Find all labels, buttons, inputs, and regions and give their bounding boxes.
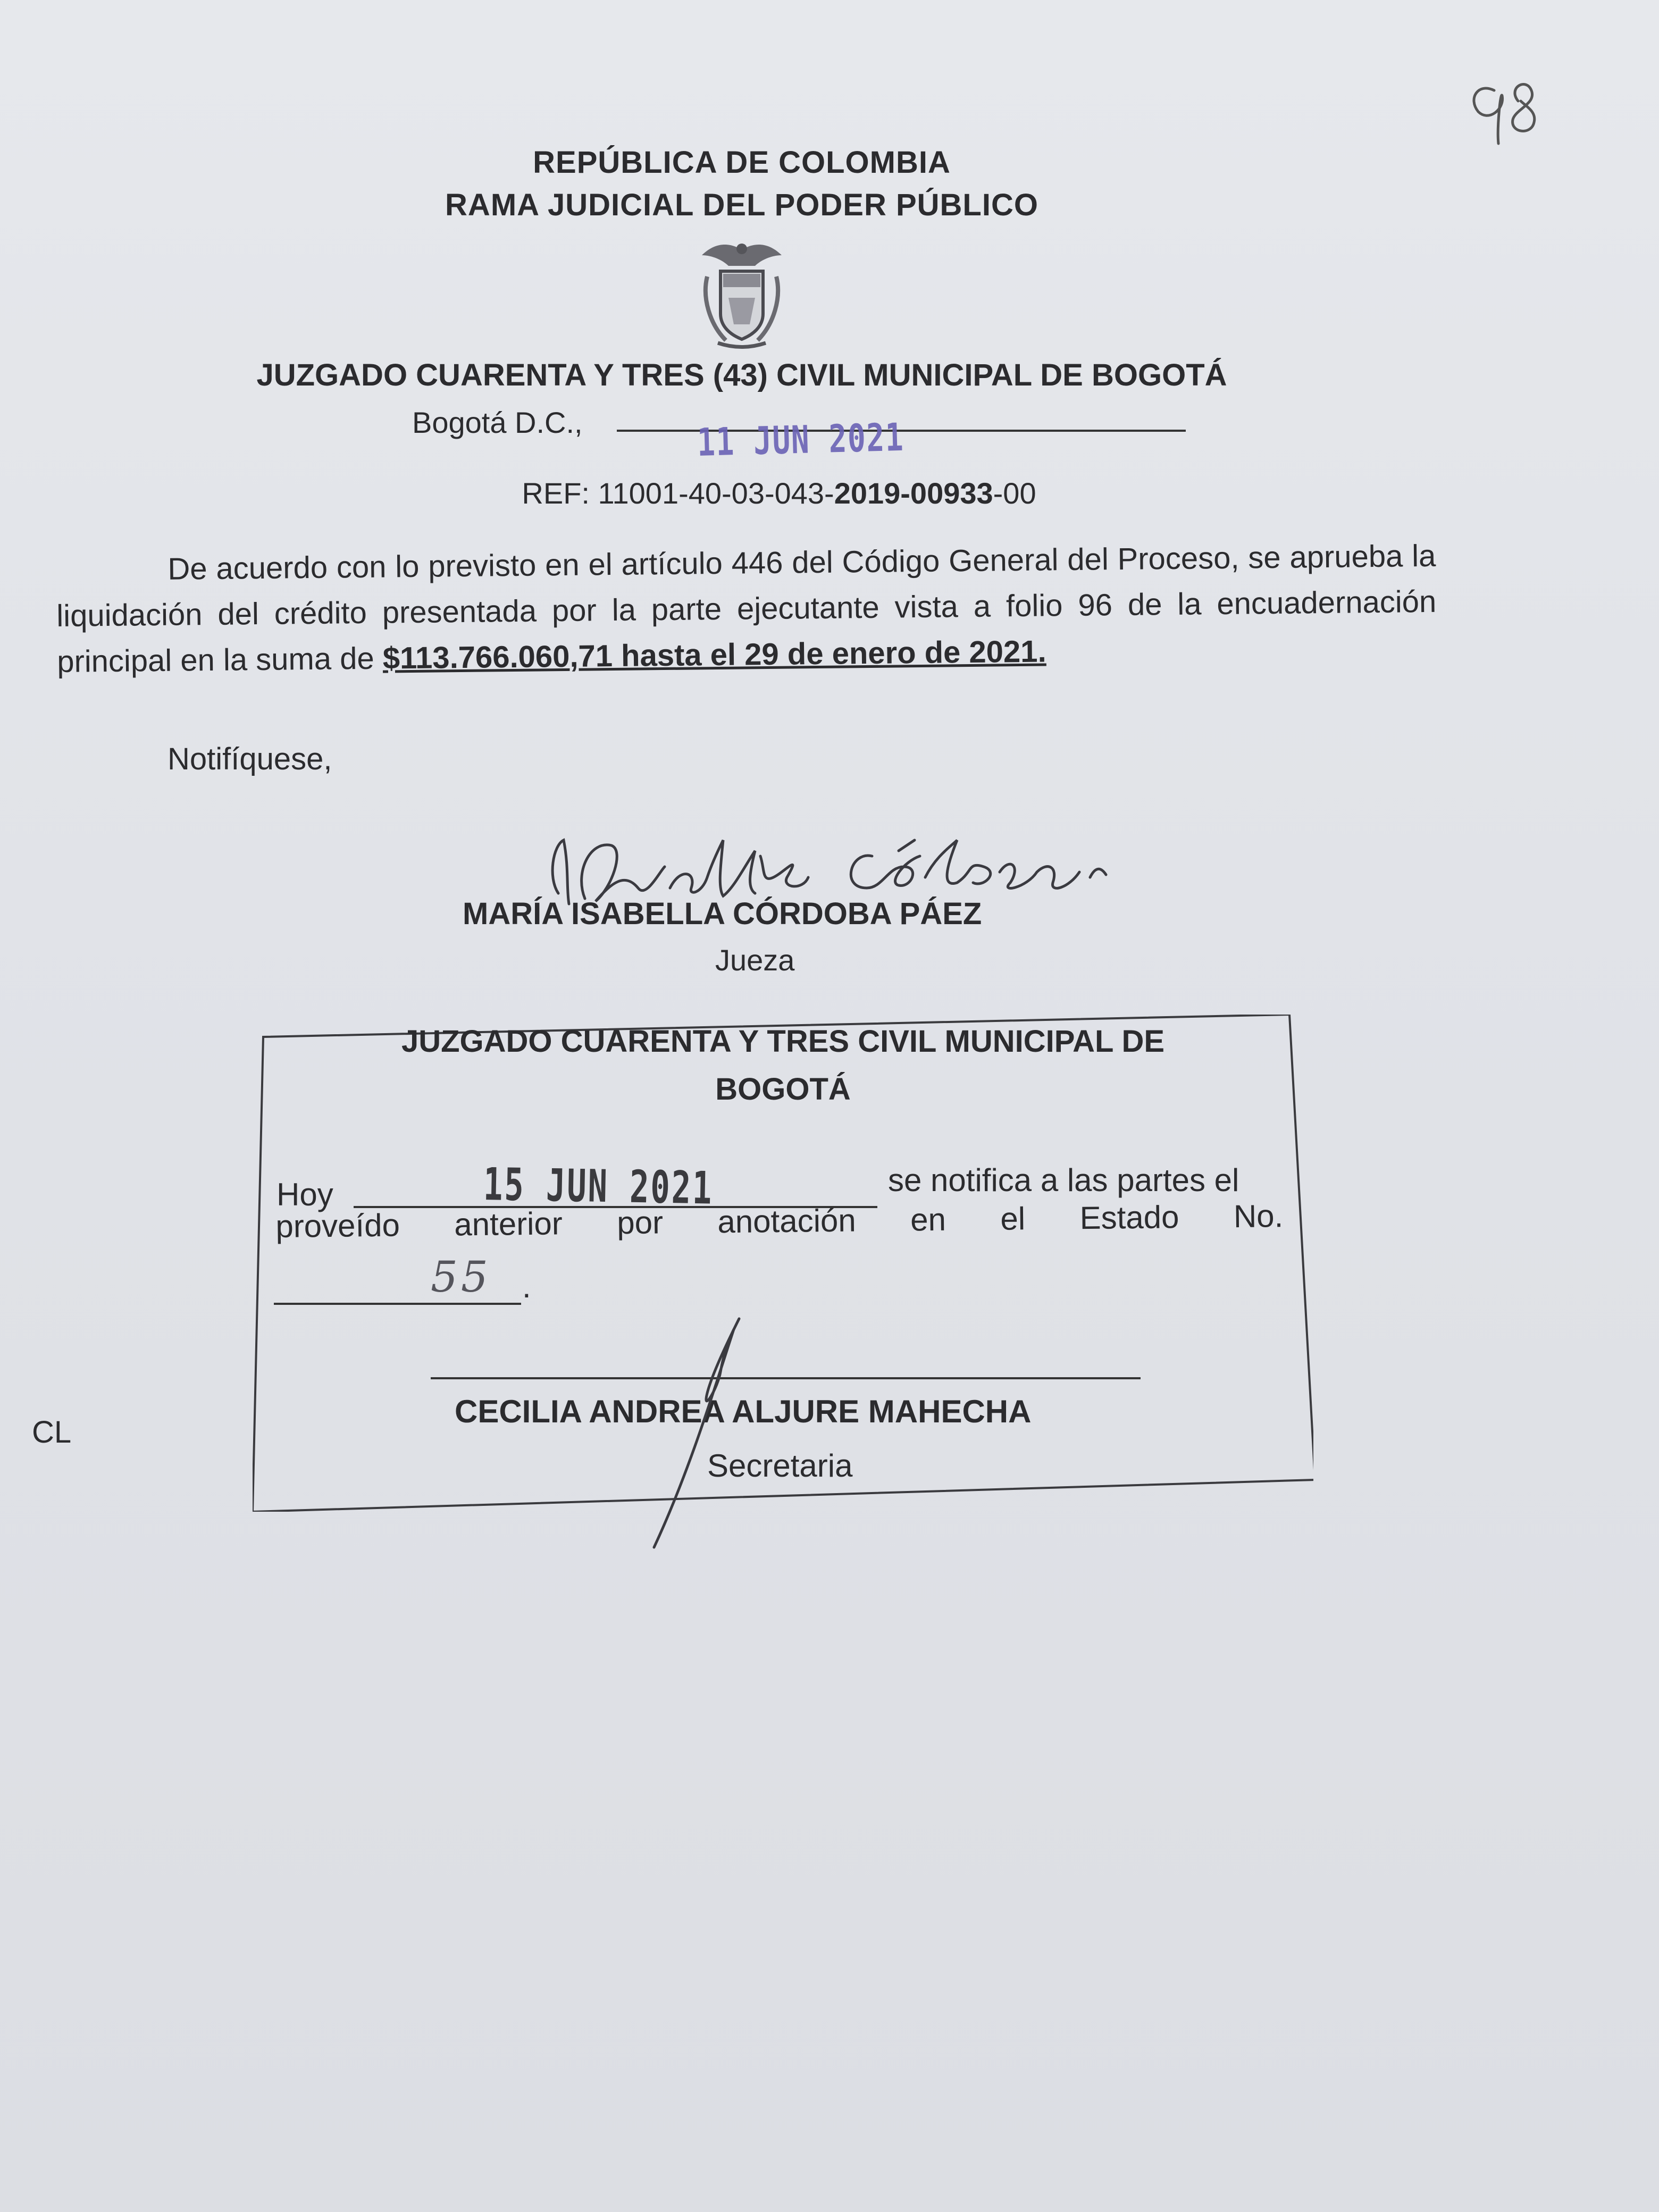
estado-number-handwritten: 55 <box>431 1252 491 1302</box>
estado-line <box>274 1303 521 1305</box>
body-paragraph <box>56 533 1437 685</box>
reference-bold: 2019-00933 <box>834 476 993 510</box>
header-republic: REPÚBLICA DE COLOMBIA <box>533 145 951 180</box>
estado-period: . <box>522 1269 531 1304</box>
margin-initials: CL <box>32 1415 72 1449</box>
body-text: De acuerdo con lo previsto en el artículo 446 del Código General del Proceso, se aprueba la liquidación del crédito presentada por la parte ejecutante vista a folio 96 de la encuadernación principal en la suma de <box>56 538 1437 679</box>
notification-date-stamp: 15 JUN 2021 <box>483 1158 714 1214</box>
hoy-label: Hoy <box>276 1177 333 1212</box>
notifica-text: se notifica a las partes el <box>888 1162 1239 1198</box>
proveido-word: proveído <box>275 1207 400 1244</box>
secretary-signature <box>627 1308 755 1553</box>
judge-title: Jueza <box>715 943 795 977</box>
judge-name: MARÍA ISABELLA CÓRDOBA PÁEZ <box>463 896 982 931</box>
proveido-word: por <box>616 1204 664 1241</box>
approved-amount: $113.766.060,71 hasta el 29 de enero de 2021. <box>382 634 1046 676</box>
secretary-signature-line <box>431 1377 1141 1379</box>
notice-court-line1: JUZGADO CUARENTA Y TRES CIVIL MUNICIPAL DE <box>401 1024 1165 1059</box>
secretary-name: CECILIA ANDREA ALJURE MAHECHA <box>455 1394 1032 1429</box>
date-stamp: 11 JUN 2021 <box>697 414 905 465</box>
reference-number <box>0 476 1558 510</box>
proveido-word: No. <box>1233 1198 1284 1235</box>
reference-prefix: REF: 11001-40-03-043- <box>522 476 834 510</box>
secretary-title: Secretaria <box>707 1448 853 1484</box>
notice-court-line2: BOGOTÁ <box>715 1072 851 1107</box>
proveido-word: anotación <box>717 1202 857 1240</box>
reference-suffix: -00 <box>993 476 1036 510</box>
coat-of-arms-icon <box>686 234 798 351</box>
proveido-word: anterior <box>454 1205 563 1243</box>
header-judicial-branch: RAMA JUDICIAL DEL PODER PÚBLICO <box>445 188 1038 222</box>
closing-text: Notifíquese, <box>167 742 332 776</box>
place-label: Bogotá D.C., <box>412 406 583 439</box>
proveido-word: en <box>910 1201 946 1238</box>
court-name: JUZGADO CUARENTA Y TRES (43) CIVIL MUNICIPAL DE BOGOTÁ <box>256 358 1227 392</box>
proveido-word: Estado <box>1079 1199 1179 1236</box>
proveido-word: el <box>1000 1201 1026 1237</box>
